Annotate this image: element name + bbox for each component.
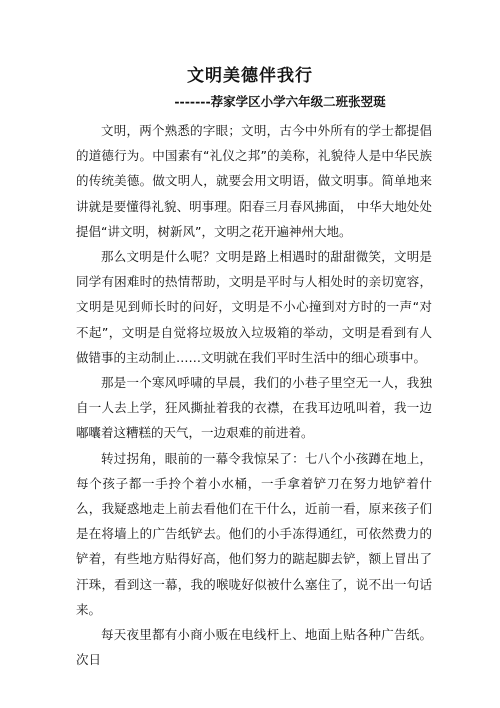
author-line: -------荐家学区小学六年级二班张翌珽 [174,94,386,109]
paragraph-5: 每天夜里都有小商小贩在电线杆上、地面上贴各种广告纸。次日 [76,627,432,668]
paragraph-2: 那么文明是什么呢？文明是路上相遇时的甜甜微笑，文明是同学有困难时的热情帮助，文明是平时与人相处时的亲切宽容，文明是见到师长时的问好，文明是不小心撞到对方时的一声“对不起”，文明是自觉将垃圾放入垃圾箱的举动，文明是看到有人做错事的主动制止……文明就在我们平时生活中的细心琐事中。 [76,249,432,365]
essay-title: 文明美德伴我行 [187,66,313,86]
essay-body [76,118,432,672]
paragraph-4: 转过拐角，眼前的一幕令我惊呆了：七八个小孩蹲在地上，每个孩子都一手拎个着小水桶，一手拿着铲刀在努力地铲着什么，我疑惑地走上前去看他们在干什么，近前一看，原来孩子们是在将墙上的广告纸铲去。他们的小手冻得通红，可依然费力的铲着，有些地方贴得好高，他们努力的踮起脚去铲，额上冒出了汗珠，看到这一幕，我的喉咙好似被什么塞住了，说不出一句话来。 [76,450,432,617]
paragraph-1: 文明，两个熟悉的字眼；文明，古今中外所有的学士都提倡的道德行为。中国素有“礼仪之邦”的美称，礼貌待人是中华民族的传统美德。做文明人，就要会用文明语，做文明事。简单地来讲就是要懂得礼貌、明事理。阳春三月春风拂面， 中华大地处处提倡“讲文明，树新风”，文明之花开遍神州大地。 [76,123,432,239]
paragraph-3: 那是一个寒风呼啸的早晨，我们的小巷子里空无一人，我独自一人去上学，狂风撕扯着我的衣襟，在我耳边吼叫着，我一边嘟囔着这糟糕的天气，一边艰难的前进着。 [76,375,432,441]
